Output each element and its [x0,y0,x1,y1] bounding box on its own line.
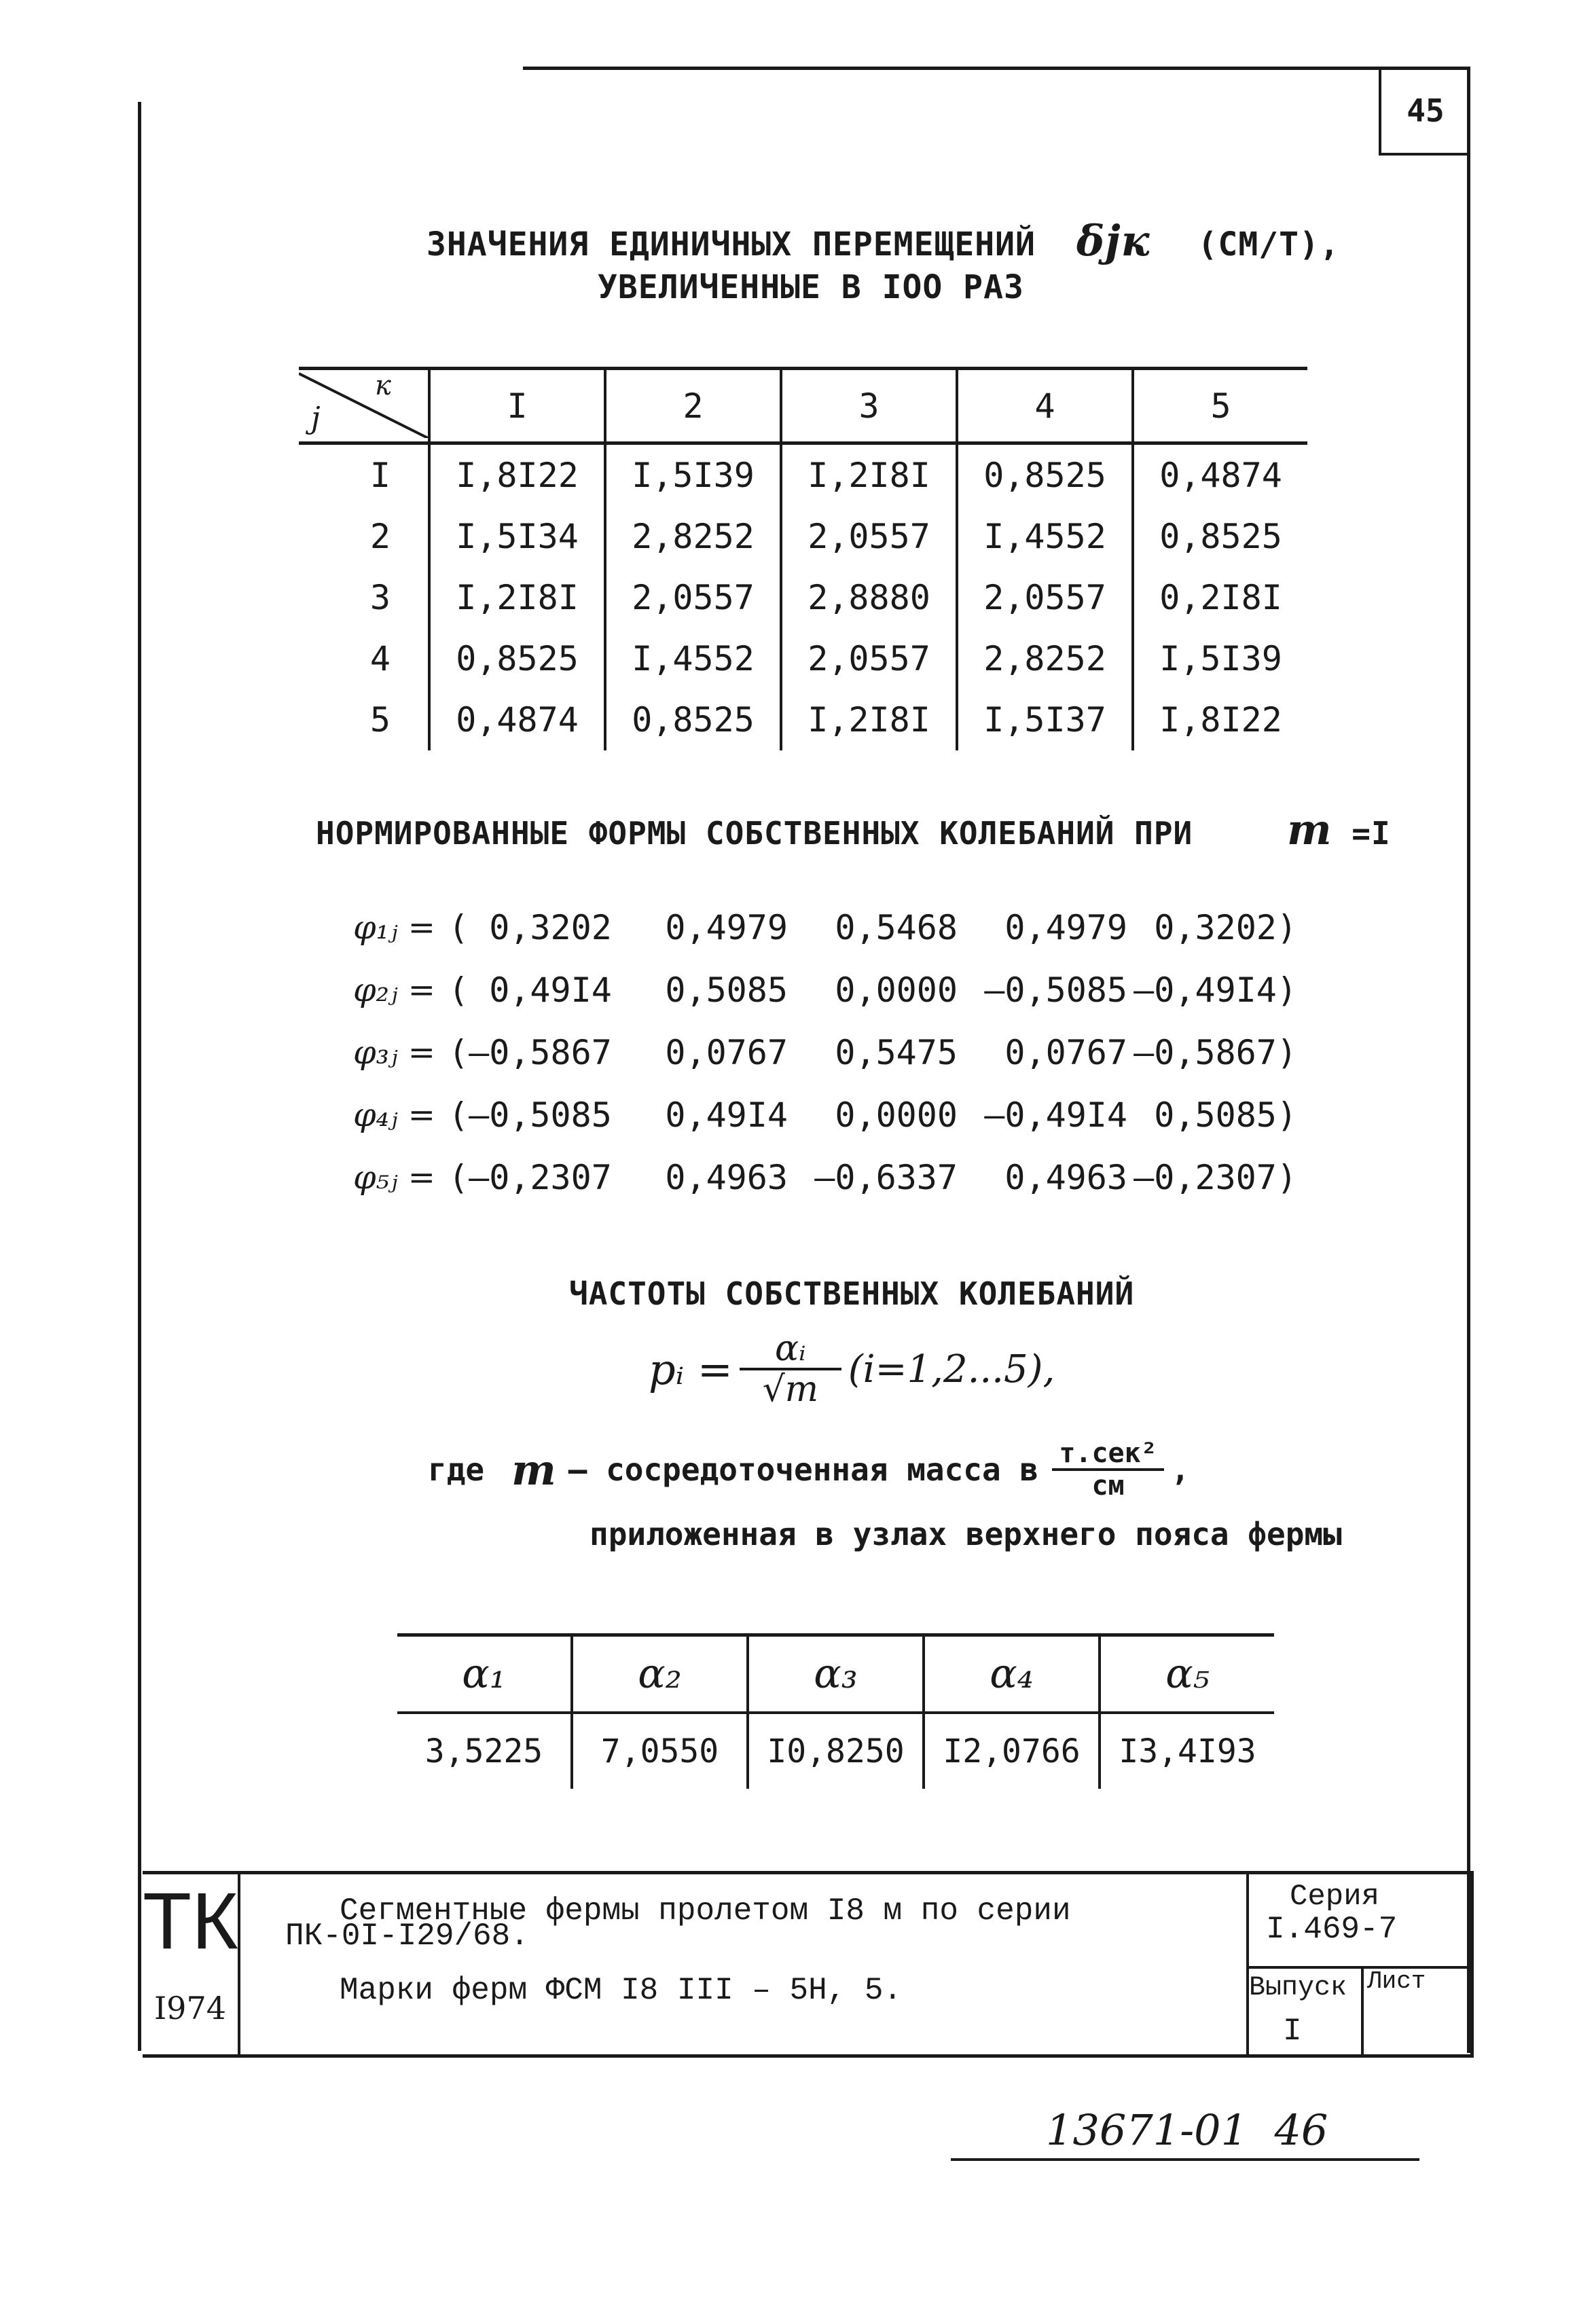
modes-heading-text: НОРМИРОВАННЫЕ ФОРМЫ СОБСТВЕННЫХ КОЛЕБАНИЙ ПРИ [316,815,1193,852]
alpha-value: 7,0550 [572,1713,748,1789]
heading-line1 [427,216,1340,266]
alpha-header: α₅ [1100,1635,1274,1713]
series-value: I.469-7 [1266,1912,1398,1947]
table-cell: I,5I34 [429,506,605,567]
mode-value: (–0,5085 [448,1095,612,1135]
row-header: 5 [369,700,391,740]
column-header: 2 [605,369,781,443]
mode-value: 0,5085 [665,970,788,1010]
series-label: Серия [1290,1880,1380,1914]
where-line [428,1438,1190,1502]
corner-j-label: j [311,401,321,435]
table-header-row [299,369,1307,443]
issue-label: Выпуск [1249,1973,1347,2003]
mode-value: –0,2307) [1133,1158,1297,1197]
mode-value: 0,5475 [835,1033,958,1072]
table-row [299,443,1307,507]
table-row [299,628,1307,689]
mode-value: 0,0000 [835,1095,958,1135]
mass-symbol: m [1286,805,1332,854]
heading-line2: УВЕЛИЧЕННЫЕ В IOO РАЗ [598,268,1024,306]
table-row [299,506,1307,567]
mode-value: 0,4963 [665,1158,788,1197]
row-header: 3 [369,578,391,617]
table-cell: I,8I22 [429,443,605,507]
mode-value: 0,4963 [1004,1158,1127,1197]
mode-value: –0,5867) [1133,1033,1297,1072]
table-cell: 2,0557 [605,567,781,628]
mode-value: –0,5085 [984,970,1127,1010]
issue-value: I [1283,2014,1302,2049]
table-cell: 0,2I8I [1133,567,1307,628]
mode-row [353,959,1297,1021]
frequency-formula [649,1328,1055,1410]
table-cell: I,4552 [957,506,1133,567]
table-cell: 2,0557 [781,628,957,689]
row-header: 4 [369,639,391,678]
corner-k-label: к [375,370,391,401]
formula-numerator: αᵢ [775,1328,806,1369]
row-header: I [369,456,391,495]
mode-value: 0,5085) [1154,1095,1297,1135]
where-mass-symbol: m [511,1444,556,1495]
mode-row [353,1084,1297,1146]
column-header: 3 [781,369,957,443]
mode-value: –0,6337 [814,1158,958,1197]
alpha-header: α₂ [572,1635,748,1713]
heading-unit: (СМ/Т), [1197,225,1340,263]
table-cell: I,8I22 [1133,689,1307,750]
mode-value: 0,4979 [1004,908,1127,947]
table-cell: I,2I8I [781,443,957,507]
table-cell: I,2I8I [429,567,605,628]
table-cell: 2,0557 [957,567,1133,628]
where-line2: приложенная в узлах верхнего пояса фермы [590,1516,1342,1552]
unit-numerator: т.сек² [1059,1438,1157,1469]
table-cell: 2,8252 [957,628,1133,689]
frequency-value-row [397,1713,1274,1789]
table-cell: I,4552 [605,628,781,689]
title-line1: Сегментные фермы пролетом I8 м по серии [340,1893,1071,1929]
delta-symbol: δjк [1076,216,1150,266]
alpha-header: α₃ [748,1635,924,1713]
column-header: 5 [1133,369,1307,443]
mode-value: (–0,5867 [448,1033,612,1072]
frequency-header-row [397,1635,1274,1713]
mass-value: =I [1352,815,1391,852]
corner-cell [299,369,429,443]
table-cell: I,2I8I [781,689,957,750]
mode-value: 0,49I4 [665,1095,788,1135]
heading-text: ЗНАЧЕНИЯ ЕДИНИЧНЫХ ПЕРЕМЕЩЕНИЙ [427,225,1036,263]
modes-list [353,896,1297,1209]
alpha-value: I2,0766 [924,1713,1100,1789]
mode-value: (–0,2307 [448,1158,612,1197]
table-cell: I,5I39 [1133,628,1307,689]
table-cell: 0,4874 [429,689,605,750]
sheet-label: Лист [1367,1967,1426,1995]
mode-row [353,1021,1297,1084]
page-number: 45 [1379,68,1470,156]
mode-value: 0,0000 [835,970,958,1010]
formula-fraction [740,1328,841,1410]
year-label: I974 [154,1990,226,2026]
column-header: I [429,369,605,443]
table-cell: I,5I37 [957,689,1133,750]
mode-value: 0,3202) [1154,908,1297,947]
title-line3: Марки ферм ФСМ I8 III – 5Н, 5. [340,1973,903,2008]
formula-range: (i=1,2...5), [848,1347,1055,1391]
mode-value: ( 0,3202 [448,908,612,947]
displacement-table [299,367,1307,750]
table-cell: 2,0557 [781,506,957,567]
footer-stamp-underline [951,2158,1419,2161]
alpha-header: α₄ [924,1635,1100,1713]
mode-value: –0,49I4 [984,1095,1127,1135]
unit-fraction [1052,1438,1164,1502]
series-cell [1246,1874,1473,1969]
where-prefix: где [428,1451,485,1488]
table-cell: 2,8252 [605,506,781,567]
mode-value: ( 0,49I4 [448,970,612,1010]
alpha-value: 3,5225 [424,1732,543,1770]
row-header: 2 [369,517,391,556]
title-block [143,1871,1474,2058]
table-cell: 0,8525 [605,689,781,750]
mode-label: φ₅ⱼ = [353,1159,436,1197]
mode-value: 0,5468 [835,908,958,947]
mode-value: 0,4979 [665,908,788,947]
unit-denominator: см [1091,1470,1125,1502]
alpha-value: I0,8250 [748,1713,924,1789]
table-row [299,567,1307,628]
right-border [1467,67,1470,2053]
mode-label: φ₃ⱼ = [353,1034,436,1072]
table-cell: 0,4874 [1133,443,1307,507]
where-comma: , [1171,1451,1190,1488]
mode-label: φ₂ⱼ = [353,971,436,1009]
footer-stamp: 13671-01 46 [1046,2105,1328,2155]
mode-row [353,1146,1297,1209]
title-line2: ПК-0I-I29/68. [285,1918,529,1954]
mode-value: 0,0767 [1004,1033,1127,1072]
table-cell: 0,8525 [429,628,605,689]
modes-heading [316,805,1391,854]
mode-row [353,896,1297,959]
formula-lhs: pᵢ = [649,1344,733,1394]
left-margin-line [138,102,141,2051]
org-label: ТК [143,1876,238,1966]
mode-label: φ₄ⱼ = [353,1096,436,1134]
sheet-cell [1362,1966,1470,2054]
table-cell: 0,8525 [957,443,1133,507]
alpha-header: α₁ [397,1635,572,1713]
mode-value: –0,49I4) [1133,970,1297,1010]
table-cell: 2,8880 [781,567,957,628]
frequencies-heading: ЧАСТОТЫ СОБСТВЕННЫХ КОЛЕБАНИЙ [569,1275,1135,1312]
mode-label: φ₁ⱼ = [353,909,436,947]
table-cell: 0,8525 [1133,506,1307,567]
issue-cell [1246,1966,1364,2054]
frequency-table [397,1633,1274,1789]
formula-denominator: √m [762,1369,819,1410]
table-cell: I,5I39 [605,443,781,507]
top-border [523,67,1470,70]
alpha-value: I3,4I93 [1100,1713,1274,1789]
table-row [299,689,1307,750]
mode-value: 0,0767 [665,1033,788,1072]
org-cell [143,1874,240,2054]
where-text: – сосредоточенная масса в [568,1451,1039,1488]
column-header: 4 [957,369,1133,443]
